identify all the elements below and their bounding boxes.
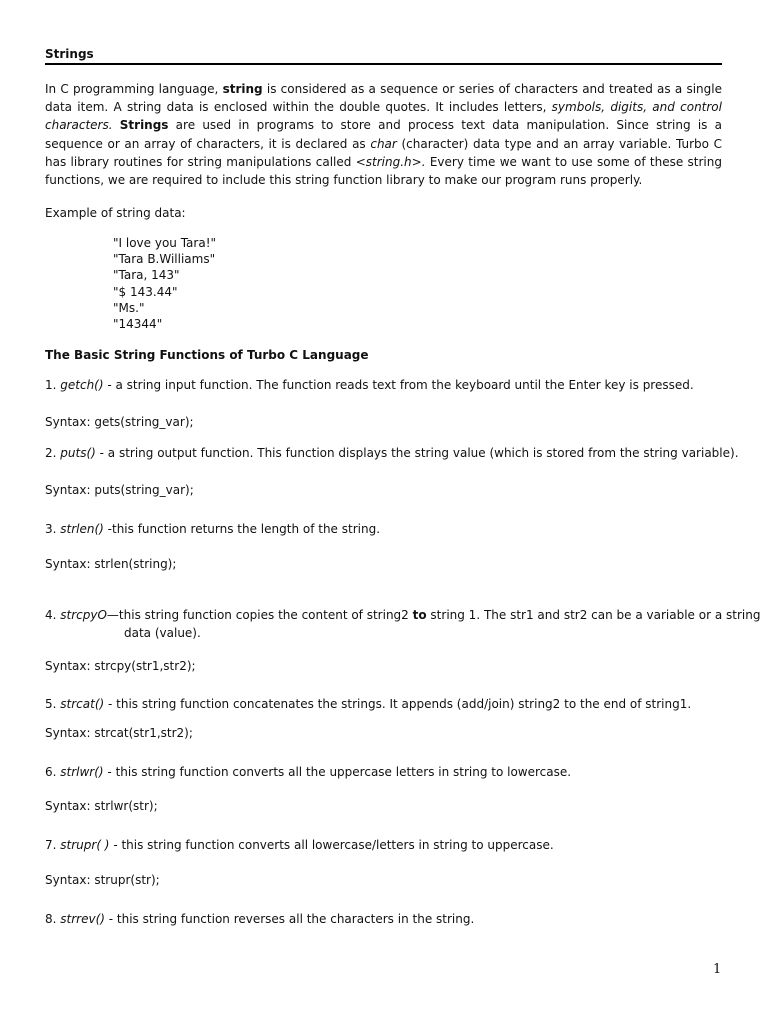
- syntax-line: Syntax: strcat(str1,str2);: [45, 726, 193, 740]
- intro-bold-string: string: [222, 82, 263, 96]
- item-number: 6.: [45, 765, 61, 779]
- function-description: - a string input function. The function reads text from the keyboard until the Enter key is pressed.: [103, 378, 694, 392]
- example-item: "Tara B.Williams": [113, 252, 216, 267]
- example-item: "I love you Tara!": [113, 236, 217, 250]
- function-description: - this string function converts all lowercase/letters in string to uppercase.: [109, 838, 554, 852]
- section-heading: Strings: [45, 47, 94, 61]
- function-item: [45, 912, 722, 926]
- item-number: 1.: [45, 378, 61, 392]
- intro-bold-strings: Strings: [119, 118, 169, 133]
- function-description: - this string function concatenates the strings. It appends (add/join) string2 to the end of string1.: [104, 697, 692, 711]
- document-page: [45, 0, 761, 1024]
- function-description: -this function returns the length of the string.: [103, 522, 381, 536]
- function-name: puts(): [60, 446, 96, 460]
- functions-subheading: The Basic String Functions of Turbo C Language: [45, 348, 369, 362]
- function-name: strlwr(): [60, 765, 104, 779]
- function-item: [45, 765, 722, 779]
- function-name: strlen(): [60, 522, 104, 536]
- function-description: - this string function reverses all the characters in the string.: [104, 912, 475, 926]
- function-bold-word: to: [412, 608, 427, 622]
- syntax-line: Syntax: puts(string_var);: [45, 483, 194, 497]
- example-label: Example of string data:: [45, 206, 186, 220]
- function-description: - this string function converts all the uppercase letters in string to lowercase.: [103, 765, 572, 779]
- example-item: "$ 143.44": [113, 284, 178, 299]
- intro-text: (character) data type and an array variable. Turbo C has library routines for string manipulations called: [45, 136, 722, 169]
- function-item: [45, 838, 722, 852]
- function-item: [45, 608, 761, 622]
- function-item: [45, 697, 722, 711]
- function-name: strcat(): [60, 697, 105, 711]
- item-number: 7.: [45, 838, 61, 852]
- syntax-line: Syntax: gets(string_var);: [45, 415, 194, 429]
- intro-paragraph: [45, 80, 722, 189]
- function-description: —this string function copies the content of string2: [106, 608, 413, 622]
- item-number: 5.: [45, 697, 61, 711]
- intro-italic-text: symbols, digits, and control characters.: [45, 100, 722, 133]
- function-description: - a string output function. This function displays the string value (which is stored from the string variable).: [95, 446, 739, 460]
- function-item: [45, 522, 722, 536]
- syntax-line: Syntax: strupr(str);: [45, 873, 160, 887]
- example-item: "14344": [113, 317, 163, 332]
- intro-italic-header: <string.h>.: [355, 154, 426, 169]
- function-description-continued: data (value).: [124, 626, 201, 640]
- item-number: 2.: [45, 446, 61, 460]
- function-name: strrev(): [60, 912, 105, 926]
- intro-text: In C programming language,: [45, 82, 223, 96]
- example-item: "Ms.": [113, 300, 145, 315]
- function-name: strupr( ): [60, 838, 110, 852]
- item-number: 8.: [45, 912, 61, 926]
- page-number: 1: [713, 962, 722, 977]
- syntax-line: Syntax: strlen(string);: [45, 557, 177, 571]
- intro-text: is considered as a sequence or series of characters and treated as a single data item. A string data is enclosed within the double quotes. It includes letters,: [45, 82, 722, 115]
- function-name: getch(): [60, 378, 104, 392]
- heading-rule: [45, 63, 722, 65]
- function-item: [45, 446, 739, 460]
- item-number: 3.: [45, 522, 61, 536]
- intro-text: [113, 118, 120, 132]
- syntax-line: Syntax: strcpy(str1,str2);: [45, 659, 196, 673]
- function-name: strcpyO: [60, 608, 107, 622]
- function-description: string 1. The str1 and str2 can be a variable or a string: [426, 608, 761, 622]
- intro-italic-char: char: [370, 136, 397, 151]
- example-list: [113, 235, 216, 332]
- example-item: "Tara, 143": [113, 268, 180, 283]
- function-item: [45, 378, 722, 392]
- item-number: 4.: [45, 608, 61, 622]
- intro-text: are used in programs to store and process text data manipulation. Since string is a sequence or an array of characters, it is declared as: [45, 118, 722, 151]
- syntax-line: Syntax: strlwr(str);: [45, 799, 158, 813]
- intro-text: Every time we want to use some of these string functions, we are required to include this string function library to make our program runs properly.: [45, 154, 722, 188]
